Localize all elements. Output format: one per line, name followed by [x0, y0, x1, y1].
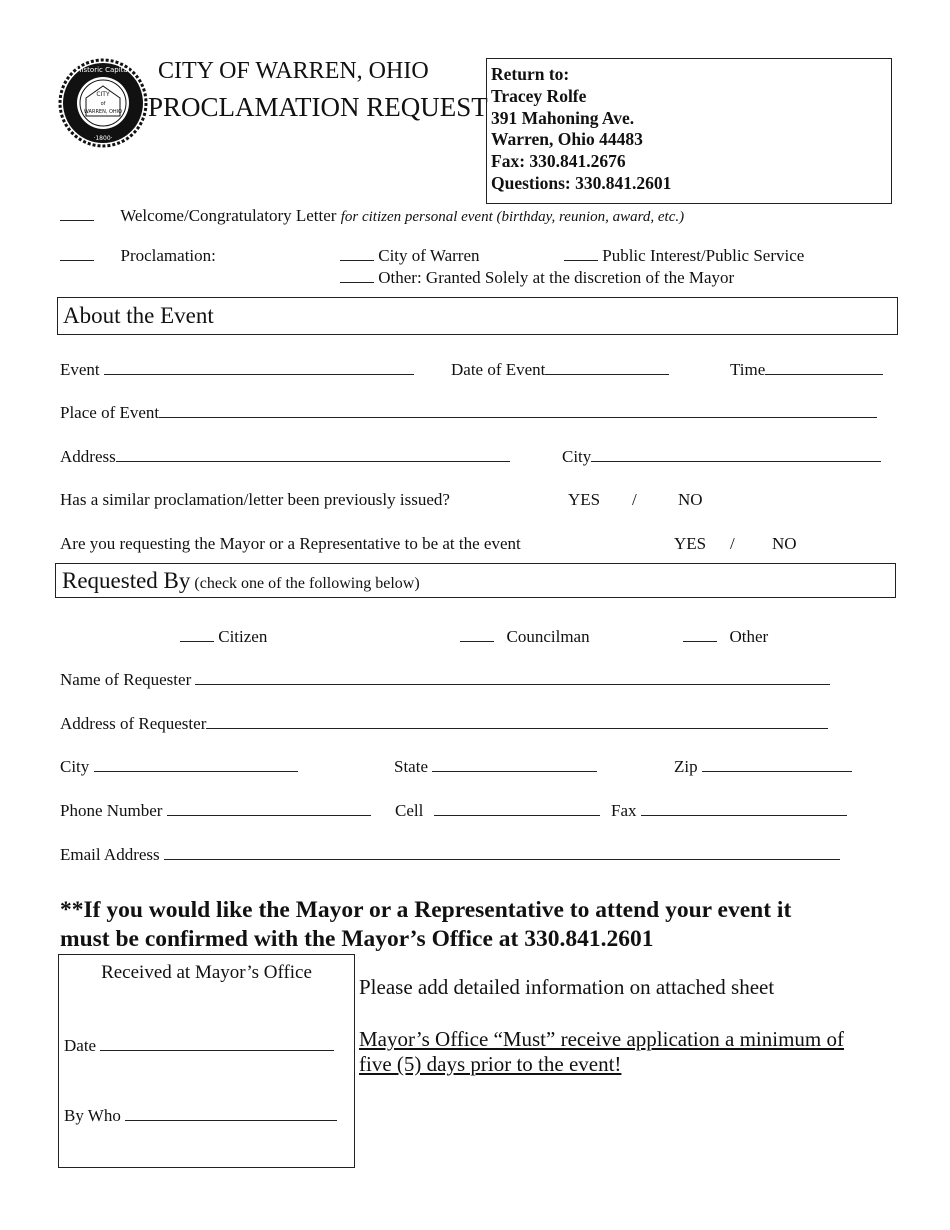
welcome-checkbox-line[interactable]: [60, 206, 94, 221]
requester-address-input-line[interactable]: [206, 714, 828, 729]
place-label: Place of Event: [60, 403, 160, 422]
mayor-question: Are you requesting the Mayor or a Representative to be at the event: [60, 534, 521, 553]
councilman-option: [460, 627, 590, 647]
proclamation-checkbox-line[interactable]: [60, 246, 94, 261]
requester-phone-input-line[interactable]: [167, 801, 371, 816]
welcome-label: Welcome/Congratulatory Letter: [120, 206, 337, 225]
requester-fax-label: Fax: [611, 801, 637, 820]
requester-phone-field: [60, 801, 371, 821]
return-to-fax: Fax: 330.841.2676: [491, 151, 626, 172]
deadline-line-1: Mayor’s Office “Must” receive application a minimum of: [359, 1027, 844, 1051]
requester-email-input-line[interactable]: [164, 845, 840, 860]
other-checkbox-line[interactable]: [340, 268, 374, 283]
city-of-warren-checkbox-line[interactable]: [340, 246, 374, 261]
return-to-name: Tracey Rolfe: [491, 85, 587, 106]
time-input-line[interactable]: [765, 360, 883, 375]
address-field: [60, 447, 510, 467]
requester-city-label: City: [60, 757, 90, 776]
requester-zip-label: Zip: [674, 757, 698, 776]
svg-text:WARREN, OHIO: WARREN, OHIO: [83, 109, 123, 115]
place-field: [60, 403, 877, 423]
requested-by-note: (check one of the following below): [194, 575, 420, 592]
other-requester-checkbox-line[interactable]: [683, 627, 717, 642]
city-seal-icon: [58, 58, 148, 148]
requester-name-input-line[interactable]: [195, 670, 830, 685]
requester-cell-input-line[interactable]: [434, 801, 600, 816]
requester-state-input-line[interactable]: [432, 757, 597, 772]
requester-state-field: [394, 757, 597, 777]
received-by-label: By Who: [64, 1106, 121, 1125]
received-date-input-line[interactable]: [100, 1036, 334, 1051]
return-to-questions: Questions: 330.841.2601: [491, 172, 672, 193]
councilman-checkbox-line[interactable]: [460, 627, 494, 642]
date-of-event-input-line[interactable]: [545, 360, 669, 375]
requester-email-field: [60, 845, 840, 865]
event-city-label: City: [562, 447, 592, 466]
attach-info-note: Please add detailed information on attached sheet: [359, 975, 775, 999]
requester-phone-label: Phone Number: [60, 801, 163, 820]
received-date-field: [64, 1036, 334, 1056]
event-label: Event: [60, 360, 100, 379]
deadline-note: [359, 1027, 844, 1077]
option-public-interest: [564, 246, 804, 266]
svg-text:of: of: [100, 101, 106, 107]
requester-fax-input-line[interactable]: [641, 801, 847, 816]
other-requester-option: [683, 627, 768, 647]
previous-question: Has a similar proclamation/letter been previously issued?: [60, 490, 450, 509]
requester-name-label: Name of Requester: [60, 670, 192, 689]
mayor-slash: /: [730, 534, 735, 553]
svg-text:Historic Capital: Historic Capital: [76, 66, 130, 74]
received-date-label: Date: [64, 1036, 97, 1055]
requester-state-label: State: [394, 757, 428, 776]
mayor-attendance-notice: [60, 896, 791, 954]
received-by-field: [64, 1106, 337, 1126]
requested-by-section: [55, 563, 896, 598]
option-public-label: Public Interest/Public Service: [602, 246, 805, 265]
option-other-label: Other: Granted Solely at the discretion of the Mayor: [378, 268, 735, 287]
citizen-option: [180, 627, 267, 647]
proclamation-row: [60, 246, 216, 266]
place-input-line[interactable]: [159, 403, 877, 418]
date-of-event-field: [451, 360, 669, 380]
requester-city-input-line[interactable]: [94, 757, 298, 772]
requested-by-heading: Requested By: [62, 568, 191, 593]
time-field: [730, 360, 883, 380]
citizen-checkbox-line[interactable]: [180, 627, 214, 642]
requester-cell-label: Cell: [395, 801, 424, 820]
date-of-event-label: Date of Event: [451, 360, 546, 379]
about-event-section: [57, 297, 898, 335]
return-to-label: Return to:: [491, 64, 570, 84]
previous-slash: /: [632, 490, 637, 509]
councilman-label: Councilman: [506, 627, 590, 646]
about-event-heading: About the Event: [63, 303, 214, 328]
citizen-label: Citizen: [218, 627, 268, 646]
notice-line-1: **If you would like the Mayor or a Representative to attend your event it: [60, 897, 792, 923]
notice-line-2: must be confirmed with the Mayor’s Office at 330.841.2601: [60, 926, 654, 952]
requester-fax-field: [611, 801, 847, 821]
requester-address-field: [60, 714, 828, 734]
return-to-street: 391 Mahoning Ave.: [491, 107, 635, 128]
address-label: Address: [60, 447, 116, 466]
requester-cell-field: [395, 801, 600, 821]
seal-center-text: CITY: [96, 91, 110, 98]
proclamation-label: Proclamation:: [120, 246, 216, 265]
requester-name-field: [60, 670, 830, 690]
welcome-row: [60, 206, 684, 226]
requester-city-field: [60, 757, 298, 777]
requester-address-label: Address of Requester: [60, 714, 207, 733]
city-title: CITY OF WARREN, OHIO: [158, 58, 429, 84]
requester-email-label: Email Address: [60, 845, 160, 864]
deadline-line-2: five (5) days prior to the event!: [359, 1052, 622, 1076]
option-city-of-warren: [340, 246, 480, 266]
return-to-city: Warren, Ohio 44483: [491, 129, 643, 150]
event-city-field: [562, 447, 881, 467]
public-interest-checkbox-line[interactable]: [564, 246, 598, 261]
option-other: [340, 268, 734, 288]
event-input-line[interactable]: [104, 360, 414, 375]
event-field: [60, 360, 414, 380]
previous-yes[interactable]: YES: [568, 490, 601, 509]
other-requester-label: Other: [729, 627, 769, 646]
return-to-box: [486, 58, 892, 204]
option-city-label: City of Warren: [378, 246, 480, 265]
received-office-heading: Received at Mayor’s Office: [101, 962, 312, 983]
received-by-input-line[interactable]: [125, 1106, 337, 1121]
requester-zip-input-line[interactable]: [702, 757, 852, 772]
page-title: PROCLAMATION REQUEST: [148, 92, 488, 122]
requester-zip-field: [674, 757, 852, 777]
address-input-line[interactable]: [116, 447, 510, 462]
received-office-box: [58, 954, 355, 1168]
event-city-input-line[interactable]: [591, 447, 881, 462]
svg-text:·1800·: ·1800·: [93, 135, 113, 142]
previous-no[interactable]: NO: [678, 490, 703, 509]
time-label: Time: [730, 360, 766, 379]
mayor-no[interactable]: NO: [772, 534, 797, 553]
welcome-note: for citizen personal event (birthday, reunion, award, etc.): [340, 209, 685, 225]
mayor-yes[interactable]: YES: [674, 534, 707, 553]
